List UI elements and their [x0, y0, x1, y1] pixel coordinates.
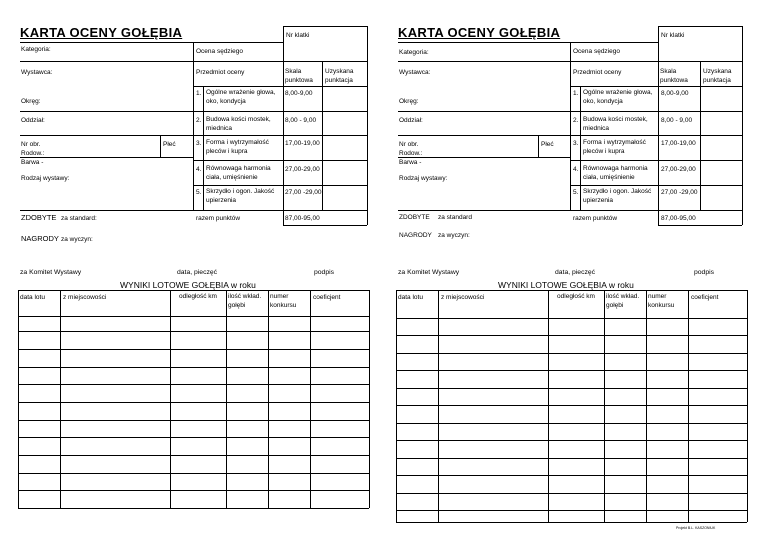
- exhibitor-label: Wystawca:: [21, 69, 53, 76]
- show-type-label: Rodzaj wystawy:: [21, 175, 70, 182]
- cage-label: Nr klatki: [286, 32, 310, 39]
- criterion-scale: 27,00 -29,00: [661, 189, 698, 196]
- col-flight-date: data lotu: [20, 294, 45, 301]
- branch-label: Oddział:: [399, 117, 423, 124]
- col-coefficient: coeficjent: [313, 294, 341, 301]
- awards-label: NAGRODY: [21, 234, 59, 243]
- ring-number-label: Nr obr.: [21, 141, 41, 148]
- col-pigeons-entered: ilość wkład. gołębi: [606, 293, 640, 309]
- criterion-number: 1.: [196, 90, 202, 97]
- for-performance-label: za wyczyn:: [61, 236, 93, 243]
- signature-label: podpis: [314, 269, 335, 276]
- col-distance: odległość km: [179, 293, 217, 300]
- criterion-scale: 27,00 -29,00: [285, 189, 322, 196]
- awards-label: NAGRODY: [399, 232, 432, 239]
- branch-label: Oddział:: [21, 117, 45, 124]
- sex-label: Płeć: [163, 141, 176, 148]
- criterion-text: Równowaga harmonia ciała, umięśnienie: [206, 165, 271, 181]
- criterion-number: 5.: [573, 189, 579, 196]
- criterion-text: Forma i wytrzymałość pleców i kupra: [583, 139, 646, 155]
- col-contest-number: numer konkursu: [270, 293, 297, 309]
- criterion-text: Ogólne wrażenie głowa, oko, kondycja: [206, 89, 276, 105]
- cage-label: Nr klatki: [661, 32, 685, 39]
- criterion-number: 3.: [196, 140, 202, 147]
- criterion-number: 2.: [196, 117, 202, 124]
- subject-label: Przedmiot oceny: [573, 69, 622, 76]
- criterion-text: Równowaga harmonia ciała, umięśnienie: [583, 165, 648, 181]
- col-flight-date: data lotu: [398, 294, 423, 301]
- criterion-number: 5.: [196, 189, 202, 196]
- pedigree-label: Rodow.:: [21, 150, 45, 157]
- scale-label: Skala punktowa: [660, 68, 688, 84]
- district-label: Okręg:: [21, 98, 41, 105]
- criterion-scale: 8,00-9,00: [285, 90, 313, 97]
- criterion-number: 3.: [573, 140, 579, 147]
- criterion-scale: 17,00-19,00: [661, 140, 696, 147]
- criterion-text: Ogólne wrażenie głowa, oko, kondycja: [583, 89, 653, 105]
- col-contest-number: numer konkursu: [648, 293, 675, 309]
- date-stamp-label: data, pieczęć: [555, 269, 596, 276]
- col-distance: odległość km: [557, 293, 595, 300]
- criterion-scale: 17,00-19,00: [285, 140, 320, 147]
- criterion-scale: 27,00-29,00: [661, 166, 696, 173]
- ring-number-label: Nr obr.: [399, 141, 419, 148]
- footer-credit: Projekt B.L. KASZONIUK: [676, 526, 716, 530]
- results-title: WYNIKI LOTOWE GOŁĘBIA w roku: [498, 280, 634, 290]
- obtained-label: Uzyskana punktacja: [325, 68, 354, 84]
- signature-label: podpis: [694, 269, 715, 276]
- criterion-scale: 27,00-29,00: [285, 166, 320, 173]
- won-label: ZDOBYTE: [21, 213, 57, 222]
- criterion-text: Skrzydło i ogon. Jakość upierzenia: [206, 188, 275, 204]
- category-label: Kategoria:: [399, 49, 429, 56]
- criterion-scale: 8,00-9,00: [661, 90, 689, 97]
- subject-label: Przedmiot oceny: [196, 69, 245, 76]
- col-coefficient: coeficjent: [691, 294, 719, 301]
- total-scale: 87,00-95,00: [661, 215, 696, 222]
- criterion-number: 2.: [573, 117, 579, 124]
- for-standard-label: za standard:: [61, 215, 97, 222]
- for-standard-label: za standard: [438, 214, 472, 221]
- criterion-number: 4.: [573, 166, 579, 173]
- pedigree-label: Rodow.:: [399, 150, 423, 157]
- results-title: WYNIKI LOTOWE GOŁĘBIA w roku: [120, 280, 256, 290]
- exhibitor-label: Wystawca:: [399, 69, 431, 76]
- criterion-number: 4.: [196, 166, 202, 173]
- committee-label: za Komitet Wystawy: [20, 269, 82, 276]
- judge-label: Ocena sędziego: [196, 48, 243, 55]
- total-label: razem punktów: [196, 215, 241, 222]
- criterion-scale: 8,00 - 9,00: [285, 117, 317, 124]
- criterion-text: Budowa kości mostek, miednica: [583, 116, 648, 132]
- criterion-text: Budowa kości mostek, miednica: [206, 116, 271, 132]
- criterion-scale: 8,00 - 9,00: [661, 117, 693, 124]
- evaluation-card-right: [384, 0, 768, 543]
- criterion-text: Forma i wytrzymałość pleców i kupra: [206, 139, 269, 155]
- total-label: razem punktów: [573, 215, 618, 222]
- total-scale: 87,00-95,00: [285, 215, 320, 222]
- criterion-text: Skrzydło i ogon. Jakość upierzenia: [583, 188, 652, 204]
- col-from-town: z miejscowości: [63, 294, 107, 301]
- color-label: Barwa -: [399, 159, 422, 166]
- card-title: KARTA OCENY GOŁĘBIA: [20, 25, 183, 40]
- col-pigeons-entered: ilość wkład. gołębi: [228, 293, 262, 309]
- criterion-number: 1.: [573, 90, 579, 97]
- color-label: Barwa -: [21, 159, 44, 166]
- committee-label: za Komitet Wystawy: [398, 269, 460, 276]
- obtained-label: Uzyskana punktacja: [703, 68, 732, 84]
- sex-label: Płeć: [541, 141, 554, 148]
- date-stamp-label: data, pieczęć: [177, 269, 218, 276]
- scale-label: Skala punktowa: [285, 68, 313, 84]
- category-label: Kategoria:: [21, 46, 51, 53]
- judge-label: Ocena sędziego: [573, 48, 620, 55]
- show-type-label: Rodzaj wystawy:: [399, 175, 448, 182]
- card-title: KARTA OCENY GOŁĘBIA: [398, 25, 561, 40]
- district-label: Okręg:: [399, 98, 419, 105]
- for-performance-label: za wyczyn:: [438, 232, 470, 239]
- won-label: ZDOBYTE: [399, 214, 430, 221]
- col-from-town: z miejscowości: [441, 294, 485, 301]
